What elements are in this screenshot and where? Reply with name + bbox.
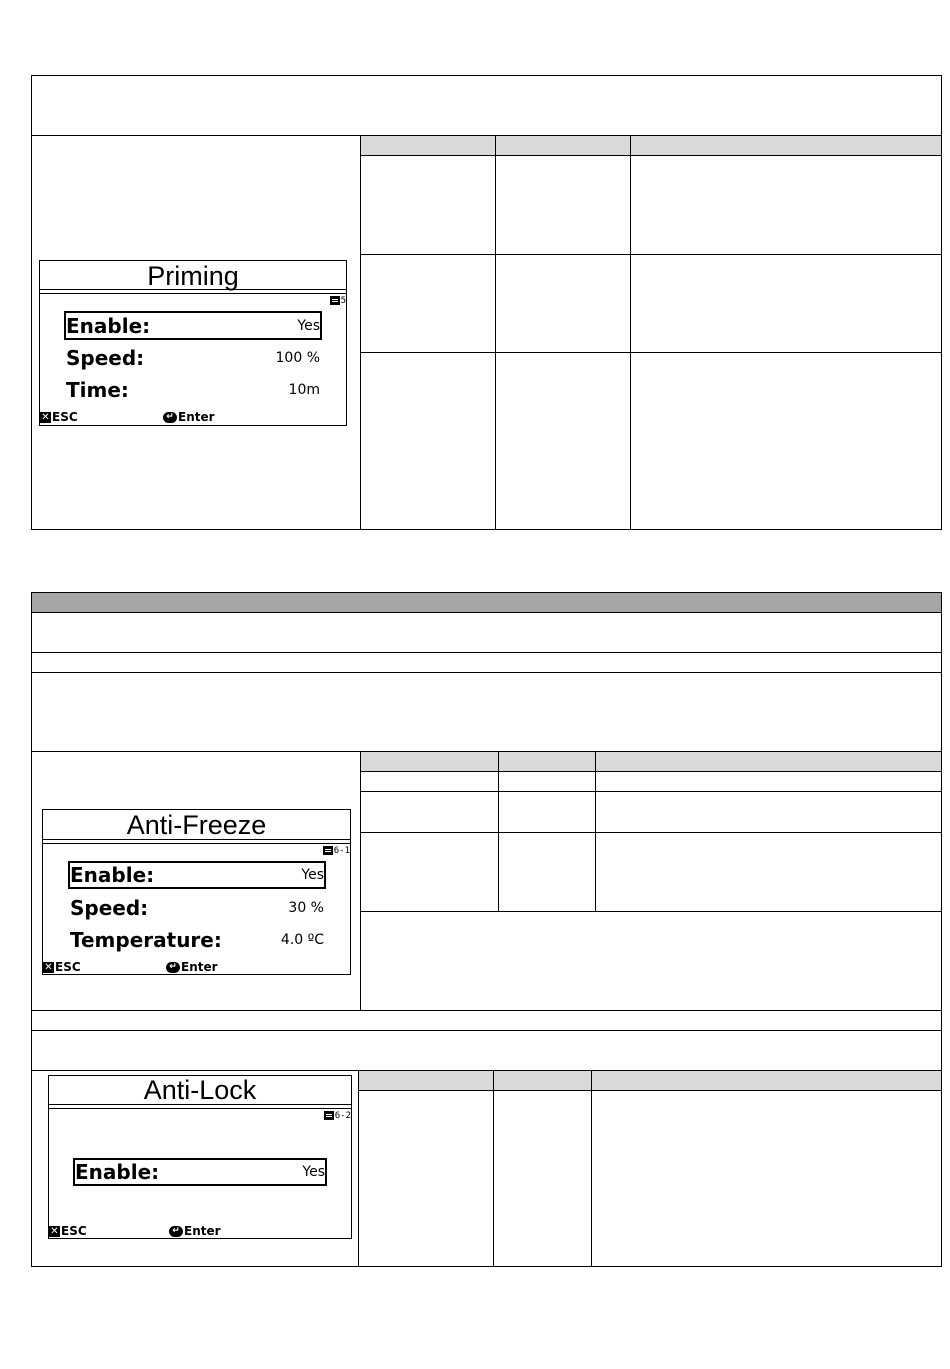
speed-value: 30 % (288, 900, 324, 916)
section-header (32, 593, 941, 612)
anti-lock-screen (48, 1075, 352, 1239)
speed-value: 100 % (275, 349, 320, 366)
priming-screen (39, 260, 347, 426)
enable-label: Enable: (66, 313, 151, 338)
temperature-row[interactable] (70, 928, 324, 952)
enable-row[interactable] (68, 861, 326, 889)
enable-row[interactable] (73, 1158, 327, 1186)
speed-row[interactable] (70, 896, 324, 920)
esc-button[interactable]: ✕ ESC (41, 410, 78, 424)
page-list-icon (330, 296, 340, 305)
enable-row[interactable] (64, 311, 322, 340)
page-indicator: 5 (330, 295, 346, 307)
screen-title: Anti-Lock (143, 1075, 257, 1105)
enter-button[interactable]: ↵ Enter (166, 960, 218, 974)
enter-button[interactable]: ↵ Enter (169, 1224, 221, 1238)
time-row[interactable] (66, 377, 320, 402)
enable-value: Yes (297, 317, 320, 334)
enable-value: Yes (302, 1164, 325, 1180)
screen-title: Priming (147, 261, 239, 291)
esc-button[interactable]: ✕ ESC (44, 960, 81, 974)
page-list-icon (323, 846, 333, 855)
enter-icon: ↵ (169, 1226, 183, 1237)
enable-label: Enable: (70, 863, 155, 887)
enter-icon: ↵ (163, 412, 177, 423)
enter-icon: ↵ (166, 962, 180, 973)
time-label: Time: (66, 377, 129, 402)
enable-label: Enable: (75, 1160, 160, 1184)
speed-label: Speed: (66, 345, 145, 370)
speed-label: Speed: (70, 896, 149, 920)
esc-x-icon: ✕ (41, 411, 50, 423)
temperature-label: Temperature: (70, 928, 222, 952)
time-value: 10m (288, 381, 320, 398)
esc-x-icon: ✕ (44, 961, 53, 973)
table-header (361, 752, 941, 771)
table-header (359, 1071, 941, 1090)
esc-x-icon: ✕ (50, 1225, 59, 1237)
anti-freeze-screen (42, 809, 351, 975)
enable-value: Yes (301, 867, 324, 883)
table-header (361, 136, 941, 155)
enter-button[interactable]: ↵ Enter (163, 410, 215, 424)
page-indicator: 6-1 (323, 845, 350, 857)
temperature-value: 4.0 ºC (280, 932, 324, 948)
screen-title: Anti-Freeze (126, 810, 267, 840)
page-indicator: 6-2 (324, 1110, 351, 1122)
speed-row[interactable] (66, 345, 320, 370)
page-list-icon (324, 1111, 334, 1120)
esc-button[interactable]: ✕ ESC (50, 1224, 87, 1238)
